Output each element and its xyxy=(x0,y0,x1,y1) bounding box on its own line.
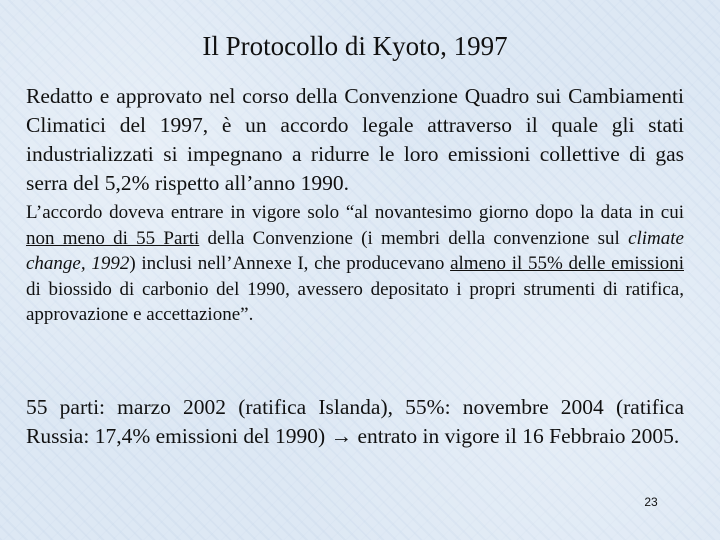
paragraph-entry-condition-text-2: della Convenzione (i membri della convenzione sul xyxy=(199,227,629,249)
paragraph-ratification-text-2: entrato in vigore il 16 Febbraio 2005. xyxy=(352,423,680,448)
paragraph-definition: Redatto e approvato nel corso della Convenzione Quadro sui Cambiamenti Climatici del 1997, è un accordo legale attraverso il quale gli stati industrializzati si impegnano a ridurre le loro emissioni collettive di gas serra del 5,2% rispetto all’anno 1990. xyxy=(26,84,684,195)
page-number: 23 xyxy=(644,495,658,509)
underlined-emissions-threshold: almeno il 55% delle emissioni xyxy=(450,253,684,274)
paragraph-entry-condition xyxy=(26,200,684,328)
slide-title: Il Protocollo di Kyoto, 1997 xyxy=(202,31,508,61)
paragraph-ratification-timeline xyxy=(26,393,684,450)
paragraph-ratification-text-1: 55 parti: marzo 2002 (ratifica Islanda), 55%: novembre 2004 (ratifica Russia: 17,4% emissioni del 1990) xyxy=(26,395,684,448)
paragraph-entry-condition-text-1: L’accordo doveva entrare in vigore solo “al novantesimo giorno dopo la data in cui xyxy=(26,202,684,223)
paragraph-entry-condition-text-3: ) inclusi nell’Annexe I, che producevano xyxy=(129,253,451,274)
underlined-parties-threshold: non meno di 55 Parti xyxy=(26,227,200,249)
italic-climate-change-reference: climate change, 1992 xyxy=(26,227,684,274)
right-arrow-icon: → xyxy=(330,423,353,448)
paragraph-entry-condition-text-4: di biossido di carbonio del 1990, avessero depositato i propri strumenti di ratifica, approvazione e accettazione”. xyxy=(26,278,684,325)
